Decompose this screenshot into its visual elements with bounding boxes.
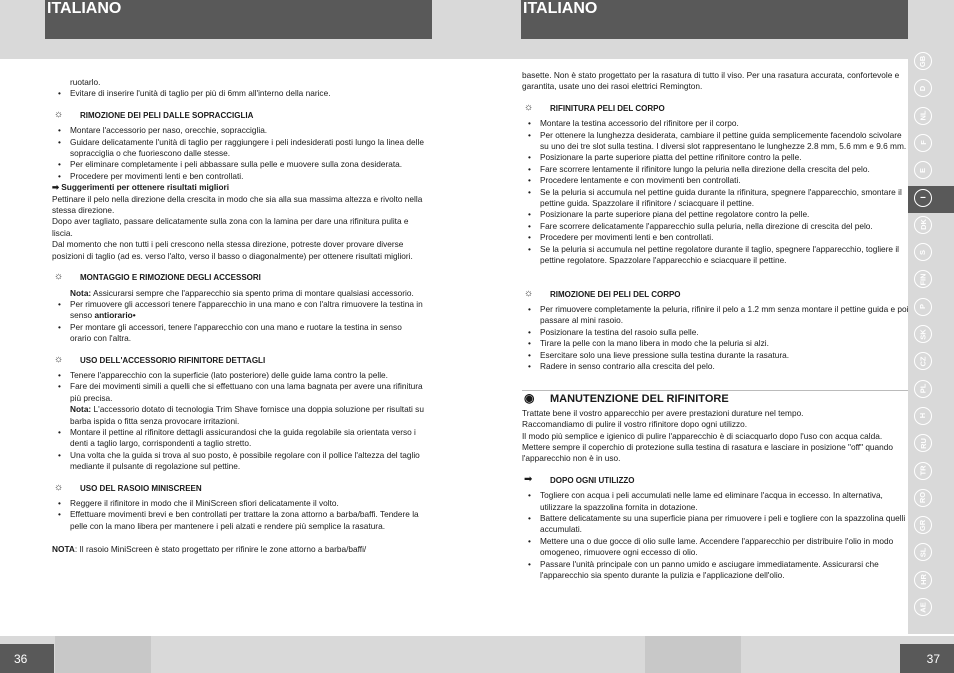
left-column [52,77,424,556]
list-item: • Procedere per movimenti lenti e ben controllati. [522,232,910,243]
list-item: • Fare scorrere lentamente il rifinitore lungo la peluria nella direzione della crescita del pelo. [522,164,910,175]
list-item: • Mettere una o due gocce di olio sulle lame. Accendere l'apparecchio per distribuire l'olio in modo omogeneo, rimuovere ogni eccesso di olio. [522,536,910,559]
list-item: • Per montare gli accessori, tenere l'apparecchio con una mano e ruotare la testina in senso orario con l'altra. [52,322,424,345]
sun-icon: ☼ [54,481,64,493]
right-intro: basette. Non è stato progettato per la rasatura di tutto il viso. Per una rasatura accurata, confortevole e garantita, usate uno dei rasoi elettrici Remington. [522,70,900,92]
section-title-body-trim: ☼ RIFINITURA PELI DEL CORPO [524,101,665,113]
language-tab-hr[interactable]: HR [914,571,932,589]
list-item: • Per ottenere la lunghezza desiderata, cambiare il pettine guida semplicemente facendolo scivolare su uno dei tre slot sulla testina. I diversi slot rappresentano le lunghezze 2.8 mm, 5.6 mm e 9.6 mm. [522,130,910,153]
language-tab-tr[interactable]: TR [914,462,932,480]
accessories-list [52,299,424,345]
sun-icon: ☼ [54,108,64,120]
left-intro-line: ruotarlo. [70,77,101,87]
language-tab-ru[interactable]: RU [914,434,932,452]
language-tab-dk[interactable]: DK [914,216,932,234]
language-tab-ro[interactable]: RO [914,489,932,507]
list-item: • Se la peluria si accumula nel pettine regolatore durante il taglio, spegnere l'apparecchio, togliere il pettine regolatore. Spazzolare l'apparecchio e sciacquare il pettine. [522,244,910,267]
list-item: • Tenere l'apparecchio con la superficie (lato posteriore) delle guide lama contro la pelle. [52,370,424,381]
eye-icon: ◉ [524,391,535,406]
list-item: • Esercitare solo una lieve pressione sulla testina durante la rasatura. [522,350,910,361]
language-tab-cz[interactable]: CZ [914,352,932,370]
list-item: • Togliere con acqua i peli accumulati nelle lame ed eliminare l'acqua in eccesso. In alternativa, utilizzare la spazzolina fornita in dotazione. [522,490,910,513]
detail-trimmer-note: Nota: L'accessorio dotato di tecnologia Trim Shave fornisce una doppia soluzione per risultati su barba ispida o fitta senza provocare irritazioni. [70,404,424,426]
language-tab-nl[interactable]: NL [914,107,932,125]
language-tab-ae[interactable]: AE [914,598,932,616]
footer-block-left [55,636,151,673]
section-title-eyebrows: ☼ RIMOZIONE DEI PELI DALLE SOPRACCIGLIA [54,108,254,120]
body-removal-list [522,304,910,372]
list-item: • Battere delicatamente su una superficie piana per rimuovere i peli e togliere con la spazzolina quelli accumulati. [522,513,910,536]
language-tab-sl[interactable]: SL [914,543,932,561]
sun-icon: ☼ [54,353,64,365]
sun-icon: ☼ [524,287,534,299]
detail-trimmer-list-2 [52,427,424,473]
arrow-right-icon: ➡ [524,473,533,485]
list-item: • Per rimuovere gli accessori tenere l'apparecchio in una mano e con l'altra rimuovere la testina in senso antiorario• [52,299,424,322]
maintenance-paragraph-3: Il modo più semplice e igienico di pulire l'apparecchio è di sciacquarlo dopo l'uso con acqua calda. Mettere sempre il coperchio di protezione sulla testina di rasatura e lasciare in posizione "off" quando l'apparecchio non è in uso. [522,430,894,464]
list-item: • Montare il pettine al rifinitore dettagli assicurandosi che la guida regolabile sia orientata verso i denti a taglio largo, corrispondenti a taglio stretto. [52,427,424,450]
list-item: • Tirare la pelle con la mano libera in modo che la peluria si alzi. [522,338,910,349]
list-item: • Effettuare movimenti brevi e ben controllati per trattare la zona attorno a barba/baffi. Tendere la pelle con la mano libera per mantenere i peli alzati e rendere più semplice la rasatura. [52,509,424,532]
final-note: NOTA: Il rasoio MiniScreen è stato progettato per rifinire le zone attorno a barba/baffi/ [52,544,367,555]
arrow-right-icon: ➡ [52,182,59,193]
list-item: • Posizionare la testina del rasoio sulla pelle. [522,327,910,338]
list-item: • Montare la testina accessorio del rifinitore per il corpo. [522,118,910,129]
language-tab-gr[interactable]: GR [914,516,932,534]
list-item: • Passare l'unità principale con un panno umido e asciugare immediatamente. Assicurarsi che l'apparecchio sia spento durante la pulizia e l'applicazione dell'olio. [522,559,910,582]
language-tab-i[interactable]: I [914,189,932,207]
tip-title: ➡ Suggerimenti per ottenere risultati migliori [52,182,230,193]
list-item: • Procedere lentamente e con movimenti ben controllati. [522,175,910,186]
section-title-body-removal: ☼ RIMOZIONE DEI PELI DEL CORPO [524,287,681,299]
language-tab-gb[interactable]: GB [914,52,932,70]
left-intro-list [52,88,424,99]
list-item: • Radere in senso contrario alla crescita del pelo. [522,361,910,372]
right-column [522,70,910,581]
section-title-accessories: ☼ MONTAGGIO E RIMOZIONE DEGLI ACCESSORI [54,271,261,283]
language-tab-e[interactable]: E [914,161,932,179]
maintenance-paragraph-1: Trattate bene il vostro apparecchio per avere prestazioni durature nel tempo. [522,407,804,418]
accessories-note: Nota: Assicurarsi sempre che l'apparecchio sia spento prima di montare qualsiasi accessorio. [70,287,414,298]
list-item: • Montare l'accessorio per naso, orecchie, sopracciglia. [52,125,424,136]
page-number-left: 36 [0,644,54,673]
list-item: • Posizionare la parte superiore piana del pettine regolatore contro la pelle. [522,209,910,220]
page-number-right: 37 [900,644,954,673]
after-use-list [522,490,910,581]
list-item: • Per rimuovere completamente la peluria, rifinire il pelo a 1.2 mm senza montare il pettine guida e poi passare al mini rasoio. [522,304,910,327]
tip-paragraph-2: Dopo aver tagliato, passare delicatamente sulla zona con la lamina per dare una rifinitura pulita e liscia. [52,216,409,238]
section-title-miniscreen: ☼ USO DEL RASOIO MINISCREEN [54,481,202,493]
list-item: • Fare scorrere delicatamente l'apparecchio sulla peluria, nella direzione di crescita del pelo. [522,221,910,232]
language-tab-s[interactable]: S [914,243,932,261]
language-tab-sk[interactable]: SK [914,325,932,343]
list-item: • Evitare di inserire l'unità di taglio per più di 6mm all'interno della narice. [52,88,424,99]
header-left [45,0,432,39]
header-right-title: ITALIANO [523,0,598,17]
footer-block-right [645,636,741,673]
language-tab-h[interactable]: H [914,407,932,425]
list-item: • Fare dei movimenti simili a quelli che si effettuano con una lama bagnata per avere una rifinitura più precisa. [52,381,424,404]
list-item: • Reggere il rifinitore in modo che il MiniScreen sfiori delicatamente il volto. [52,498,424,509]
tip-paragraph-1: Pettinare il pelo nella direzione della crescita in modo che sia alla sua massima altezza e rivolto nella stessa direzione. [52,193,423,216]
language-tab-pl[interactable]: PL [914,380,932,398]
list-item: • Per eliminare completamente i peli abbassare sulla pelle e muovere sulla zona desiderata. [52,159,424,170]
list-item: • Posizionare la parte superiore piatta del pettine rifinitore contro la pelle. [522,152,910,163]
list-item: • Se la peluria si accumula nel pettine guida durante la rifinitura, spegnere l'apparecchio, smontare il pettine guida. Spazzolare il rifinitore / sciacquare il pettine. [522,187,910,210]
list-item: • Una volta che la guida si trova al suo posto, è possibile regolare con il pollice l'altezza del taglio mediante il pulsante di regolazione sul pettine. [52,450,424,473]
sun-icon: ☼ [54,271,64,283]
section-title-detail-trimmer: ☼ USO DELL'ACCESSORIO RIFINITORE DETTAGLI [54,353,266,365]
language-tab-fin[interactable]: FIN [914,270,932,288]
body-trim-list [522,118,910,266]
header-right [521,0,908,39]
list-item: • Guidare delicatamente l'unità di taglio per raggiungere i peli indesiderati posti lungo la linea delle sopracciglia o che fuoriescono dalle stesse. [52,137,424,160]
miniscreen-list [52,498,424,532]
sun-icon: ☼ [524,101,534,113]
header-left-title: ITALIANO [47,0,122,17]
list-item: • Procedere per movimenti lenti e ben controllati. [52,171,424,182]
detail-trimmer-list [52,370,424,404]
maintenance-paragraph-2: Raccomandiamo di pulire il vostro rifinitore dopo ogni utilizzo. [522,419,748,430]
section-title-maintenance: ◉ MANUTENZIONE DEL RIFINITORE [522,390,910,405]
language-tab-d[interactable]: D [914,79,932,97]
section-title-after-use: ➡ DOPO OGNI UTILIZZO [524,473,635,485]
eyebrows-list [52,125,424,182]
language-tab-p[interactable]: P [914,298,932,316]
tip-paragraph-3: Dal momento che non tutti i peli crescono nella stessa direzione, potreste dover provare diverse posizioni di taglio (ad es. verso l'alto, verso il basso o diagonalmente) per ottenere risultati migliori. [52,239,413,261]
language-tab-f[interactable]: F [914,134,932,152]
